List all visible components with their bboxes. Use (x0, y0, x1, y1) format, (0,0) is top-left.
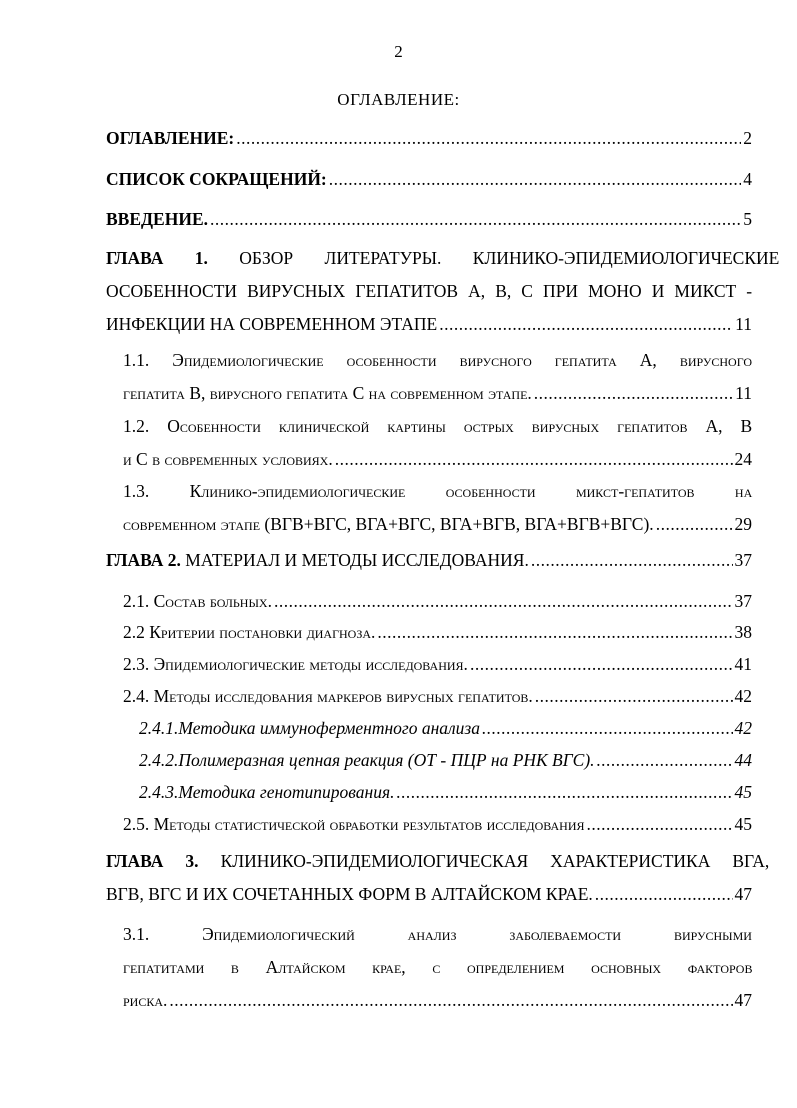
leader-dots (482, 720, 732, 738)
chapter-1-line-1 (106, 250, 779, 283)
toc-entry-chapter-3[interactable] (106, 851, 770, 904)
chapter-prefix: ГЛАВА 1. (106, 248, 208, 268)
section-line-1 (123, 926, 752, 959)
subsection-label: 2.4.3.Методика генотипирования. (139, 782, 395, 802)
chapter-title-part: МАТЕРИАЛ И МЕТОДЫ ИССЛЕДОВАНИЯ. (185, 550, 529, 570)
toc-page-number: 2 (743, 128, 752, 148)
chapter-title-part: ОБЗОР ЛИТЕРАТУРЫ. КЛИНИКО-ЭПИДЕМИОЛОГИЧЕСКИЕ (239, 248, 780, 268)
toc-page-number: 37 (734, 550, 752, 570)
toc-page-number: 41 (734, 654, 752, 674)
toc-entry-section-2-4-2[interactable] (139, 752, 752, 770)
chapter-title-part: КЛИНИКО-ЭПИДЕМИОЛОГИЧЕСКАЯ ХАРАКТЕРИСТИКА ВГА, (220, 851, 770, 871)
leader-dots (656, 516, 733, 534)
section-label: 2.3. Эпидемиологические методы исследования. (123, 654, 468, 674)
toc-page-number: 47 (734, 990, 752, 1010)
section-line-2: современном этапе (ВГВ+ВГС, ВГА+ВГС, ВГА+ВГВ, ВГА+ВГВ+ВГС). (123, 514, 654, 534)
section-word: заболеваемости (509, 924, 622, 944)
leader-dots (534, 385, 733, 403)
toc-page-number: 4 (743, 169, 752, 189)
chapter-3-line-1 (106, 853, 769, 886)
toc-page-number: 47 (734, 884, 752, 904)
section-line-3: риска. (123, 990, 168, 1010)
section-line-1: 1.1. Эпидемиологические особенности вирусного гепатита А, вирусного (123, 350, 753, 370)
toc-page-number: 11 (735, 383, 752, 403)
section-line-2: гепатита В, вирусного гепатита С на современном этапе. (123, 383, 532, 403)
toc-entry-chapter-2[interactable] (106, 552, 752, 570)
toc-entry-section-1-2[interactable] (123, 418, 752, 469)
toc-entry-abbreviations[interactable] (106, 171, 752, 189)
leader-dots (169, 992, 732, 1010)
toc-entry-introduction[interactable] (106, 211, 752, 229)
toc-entry-section-1-1[interactable] (123, 352, 752, 403)
toc-page-number: 37 (734, 591, 752, 611)
toc-heading: ОГЛАВЛЕНИЕ: (337, 90, 460, 109)
section-line-2: гепатитами в Алтайском крае, с определением основных факторов (123, 957, 753, 977)
section-line-1: 1.2. Особенности клинической картины острых вирусных гепатитов А, В (123, 416, 753, 436)
leader-dots (377, 624, 732, 642)
section-line-2: и С в современных условиях. (123, 449, 333, 469)
toc-entry-section-2-5[interactable] (123, 816, 752, 834)
leader-dots (274, 593, 733, 611)
toc-entry-section-1-3[interactable] (123, 483, 752, 534)
leader-dots (236, 130, 741, 148)
section-word: вирусными (673, 924, 752, 944)
toc-page-number: 45 (734, 782, 752, 802)
toc-page-number: 29 (734, 514, 752, 534)
leader-dots (531, 552, 733, 570)
section-line-1: 1.3. Клинико-эпидемиологические особенности микст-гепатитов на (123, 481, 753, 501)
toc-entry-contents[interactable] (106, 130, 752, 148)
chapter-1-line-3: ИНФЕКЦИИ НА СОВРЕМЕННОМ ЭТАПЕ (106, 314, 438, 334)
leader-dots (210, 211, 741, 229)
section-word: 3.1. (123, 924, 150, 944)
toc-page-number: 45 (734, 814, 752, 834)
toc-entry-section-2-4-1[interactable] (139, 720, 752, 738)
chapter-1-line-2: ОСОБЕННОСТИ ВИРУСНЫХ ГЕПАТИТОВ А, В, С ПРИ МОНО И МИКСТ - (106, 281, 753, 301)
section-label: 2.4. Методы исследования маркеров вирусных гепатитов. (123, 686, 533, 706)
toc-page-number: 44 (734, 750, 752, 770)
toc-entry-label: ВВЕДЕНИЕ. (106, 209, 209, 229)
leader-dots (329, 171, 741, 189)
leader-dots (470, 656, 733, 674)
chapter-prefix: ГЛАВА 2. (106, 550, 181, 570)
toc-page-number: 5 (743, 209, 752, 229)
toc-page-number: 42 (734, 686, 752, 706)
toc-page-number: 38 (734, 622, 752, 642)
toc-entry-label: СПИСОК СОКРАЩЕНИЙ: (106, 169, 327, 189)
leader-dots (595, 886, 733, 904)
subsection-label: 2.4.1.Методика иммуноферментного анализа (139, 718, 481, 738)
toc-entry-label: ОГЛАВЛЕНИЕ: (106, 128, 235, 148)
leader-dots (587, 816, 733, 834)
leader-dots (597, 752, 733, 770)
toc-entry-section-2-2[interactable] (123, 624, 752, 642)
leader-dots (396, 784, 732, 802)
toc-entry-section-2-3[interactable] (123, 656, 752, 674)
toc-entry-chapter-1[interactable] (106, 248, 780, 334)
toc-entry-section-2-4[interactable] (123, 688, 752, 706)
page-number: 2 (394, 42, 403, 61)
leader-dots (335, 451, 733, 469)
section-label: 2.5. Методы статистической обработки результатов исследования (123, 814, 585, 834)
section-label: 2.2 Критерии постановки диагноза. (123, 622, 376, 642)
section-label: 2.1. Состав больных. (123, 591, 272, 611)
section-word: Эпидемиологический (202, 924, 355, 944)
toc-page-number: 11 (735, 314, 752, 334)
subsection-label: 2.4.2.Полимеразная цепная реакция (ОТ - ПЦР на РНК ВГС). (139, 750, 595, 770)
toc-entry-section-3-1[interactable] (123, 926, 752, 1010)
toc-page-number: 24 (734, 449, 752, 469)
leader-dots (439, 316, 733, 334)
chapter-prefix: ГЛАВА 3. (106, 851, 199, 871)
toc-page-number: 42 (734, 718, 752, 738)
section-word: анализ (407, 924, 457, 944)
leader-dots (535, 688, 733, 706)
toc-entry-section-2-1[interactable] (123, 593, 752, 611)
chapter-2-label (106, 552, 529, 570)
chapter-3-line-2: ВГВ, ВГС И ИХ СОЧЕТАННЫХ ФОРМ В АЛТАЙСКОМ КРАЕ. (106, 884, 593, 904)
toc-entry-section-2-4-3[interactable] (139, 784, 752, 802)
